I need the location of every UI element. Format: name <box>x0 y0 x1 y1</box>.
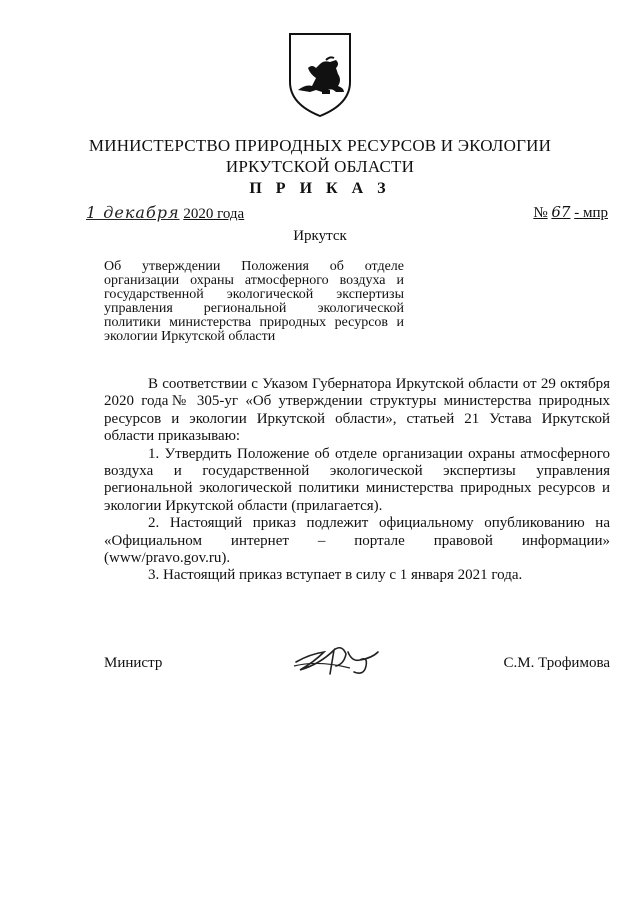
document-body <box>104 376 610 585</box>
handwritten-signature-icon <box>290 632 382 680</box>
body-paragraph-2: 2. Настоящий приказ подлежит официальному опубликованию на «Официальном интернет – портале правовой информации» (www/pravo.gov.ru). <box>104 515 610 567</box>
document-type-title: П Р И К А З <box>249 180 391 197</box>
body-paragraph-1: 1. Утвердить Положение об отделе организации охраны атмосферного воздуха и государственной экологической экспертизы управления региональной экологической политики министерства природных ресурсов и экологии Иркутской области (прилагается). <box>104 445 610 514</box>
printed-year: 2020 года <box>183 206 245 222</box>
ministry-name-line1: МИНИСТЕРСТВО ПРИРОДНЫХ РЕСУРСОВ И ЭКОЛОГИИ <box>88 136 552 155</box>
signatory-name: С.М. Трофимова <box>503 655 610 671</box>
signatory-role: Министр <box>104 655 163 671</box>
document-number <box>533 203 608 222</box>
handwritten-number: 67 <box>551 203 571 221</box>
body-paragraph-intro: В соответствии с Указом Губернатора Иркутской области от 29 октября 2020 года№ 305-уг «Об утверждении структуры министерства природных ресурсов и экологии Иркутской области», статьей 21 Устава Иркутской области приказываю: <box>104 376 610 445</box>
handwritten-date: 1 декабря <box>86 203 180 222</box>
body-paragraph-3: 3. Настоящий приказ вступает в силу с 1 января 2021 года. <box>148 567 523 584</box>
document-city: Иркутск <box>293 228 347 244</box>
document-subject: Об утверждении Положения об отделе организации охраны атмосферного воздуха и государственной экологической экспертизы управления региональной экологической политики министерства природных ресурсов и экологии Иркутской области <box>104 259 404 344</box>
number-suffix: - мпр <box>574 205 608 221</box>
ministry-name-line2: ИРКУТСКОЙ ОБЛАСТИ <box>225 157 415 176</box>
number-prefix: № <box>533 205 548 221</box>
document-date <box>86 203 244 223</box>
irkutsk-coat-of-arms-icon <box>286 30 354 118</box>
